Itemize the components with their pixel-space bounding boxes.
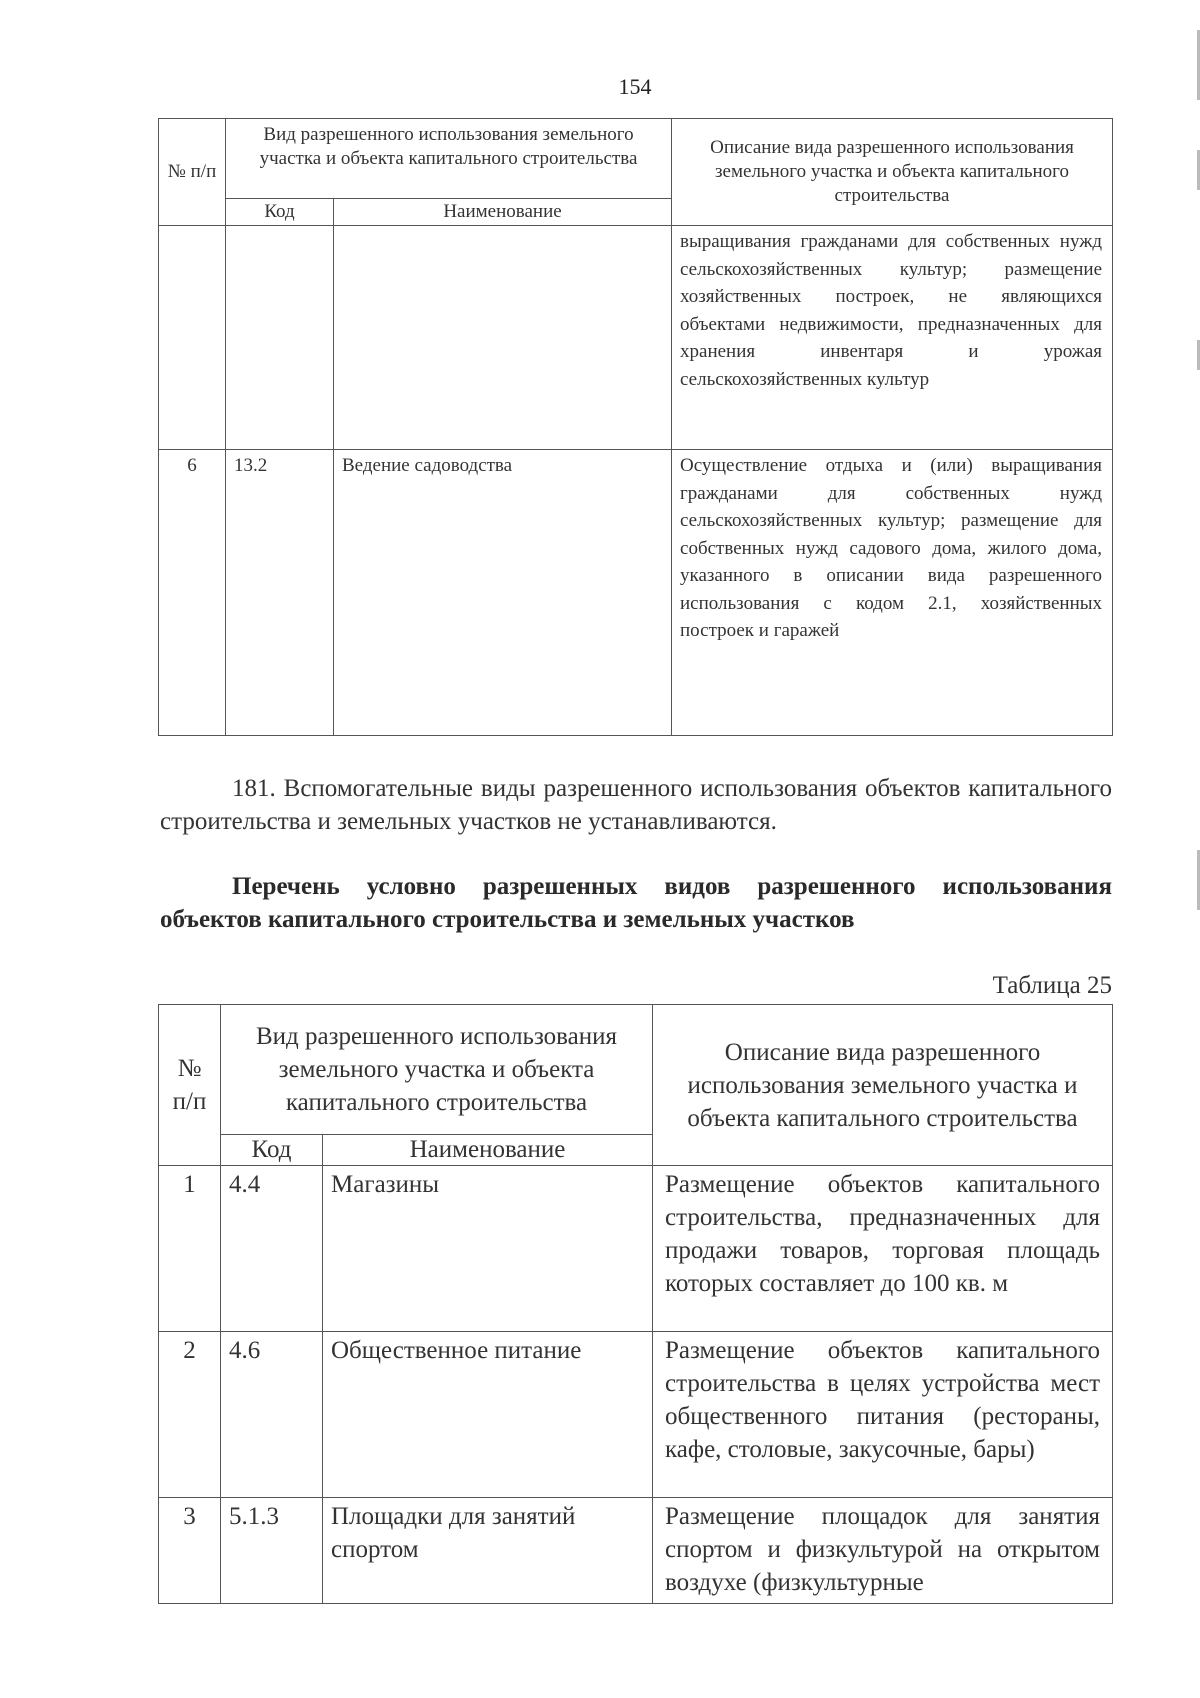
table-row [159,1498,1113,1604]
header-description: Описание вида разрешенного использования земельного участка и объекта капитального строительства [653,1005,1113,1166]
row-num [159,226,226,450]
row-num: 6 [159,450,226,736]
row-code: 4.4 [221,1166,323,1332]
table-row [159,450,1113,736]
header-code: Код [221,1135,323,1166]
row-num: 2 [159,1332,221,1498]
table-row [159,1332,1113,1498]
header-num: № п/п [159,1005,221,1166]
row-code: 13.2 [226,450,334,736]
permitted-use-table-continued [158,118,1113,736]
header-num: № п/п [159,119,226,226]
header-description: Описание вида разрешенного использования земельного участка и объекта капитального строительства [672,119,1113,226]
table-row [159,1166,1113,1332]
header-type-group: Вид разрешенного использования земельного участка и объекта капитального строительства [226,119,672,199]
table-caption: Таблица 25 [992,972,1112,999]
header-name: Наименование [323,1135,653,1166]
conditional-use-table [158,1004,1113,1604]
page-number: 154 [618,74,652,99]
header-code: Код [226,199,334,226]
row-description: Осуществление отдыха и (или) выращивания гражданами для собственных нужд сельскохозяйственных культур; размещение для собственных нужд садового дома, жилого дома, указанного в описании вида разрешенного использования с кодом 2.1, хозяйственных построек и гаражей [672,450,1113,736]
row-name: Площадки для занятий спортом [323,1498,653,1604]
row-code: 5.1.3 [221,1498,323,1604]
header-type-group: Вид разрешенного использования земельного участка и объекта капитального строительства [221,1005,653,1135]
row-code: 4.6 [221,1332,323,1498]
row-name: Ведение садоводства [334,450,672,736]
section-heading: Перечень условно разрешенных видов разрешенного использования объектов капитального строительства и земельных участков [160,873,1112,933]
paragraph-181: 181. Вспомогательные виды разрешенного использования объектов капитального строительства и земельных участков не устанавливаются. [160,775,1112,835]
row-description: Размещение площадок для занятия спортом и физкультурой на открытом воздухе (физкультурные [653,1498,1113,1604]
row-description: Размещение объектов капитального строительства в целях устройства мест общественного питания (рестораны, кафе, столовые, закусочные, бары) [653,1332,1113,1498]
row-num: 1 [159,1166,221,1332]
row-name [334,226,672,450]
row-code [226,226,334,450]
row-description: выращивания гражданами для собственных нужд сельскохозяйственных культур; размещение хозяйственных построек, не являющихся объектами недвижимости, предназначенных для хранения инвентаря и урожая сельскохозяйственных культур [672,226,1113,450]
row-description: Размещение объектов капитального строительства, предназначенных для продажи товаров, торговая площадь которых составляет до 100 кв. м [653,1166,1113,1332]
header-name: Наименование [334,199,672,226]
row-name: Общественное питание [323,1332,653,1498]
row-name: Магазины [323,1166,653,1332]
table-row [159,226,1113,450]
row-num: 3 [159,1498,221,1604]
